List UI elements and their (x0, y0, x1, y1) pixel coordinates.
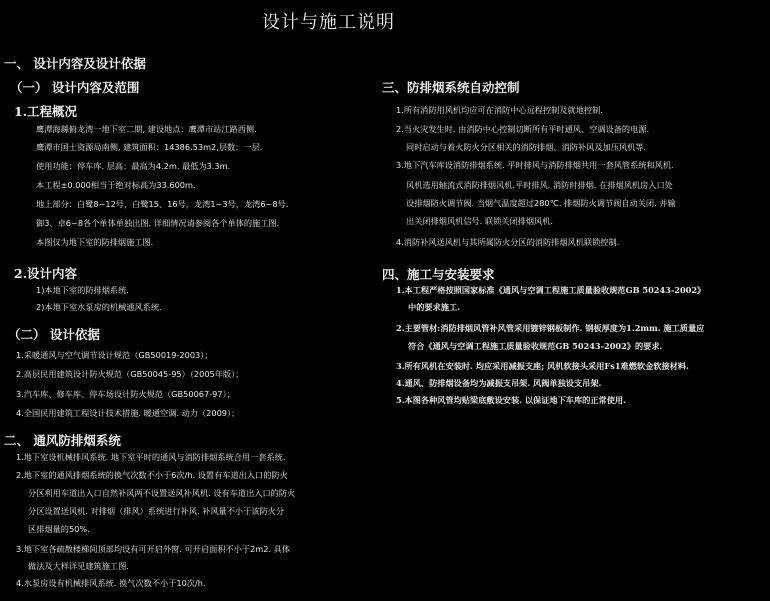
design-content-heading: 2.设计内容 (14, 266, 78, 281)
ventilation-line: 4.水泵房设有机械排风系统. 换气次数不小于10次/h. (16, 578, 206, 588)
basis-line: 4.全国民用建筑工程设计技术措施. 暖通空调. 动力（2009）； (16, 408, 240, 418)
install-line: 1.本工程严格按照国家标准《通风与空调工程施工质量验收规范GB 50243-2002》 (396, 285, 706, 295)
auto-control-line: 出关闭排烟风机信号. 联锁关闭排烟风机. (406, 216, 553, 226)
page-title: 设计与施工说明 (262, 12, 395, 33)
design-content-line: 1)本地下室的防排烟系统. (36, 285, 129, 295)
overview-line: 本图仅为地下室的防排烟施工图. (36, 237, 154, 247)
ventilation-line: 做法及大样详见建筑施工图. (28, 561, 129, 571)
overview-line: 本工程±0.000相当于绝对标高为33.600m. (36, 180, 196, 190)
design-content-line: 2)本地下室水泵房的机械通风系统. (36, 302, 162, 312)
section-2-heading: 二、 通风防排烟系统 (4, 433, 121, 448)
ventilation-line: 2.地下室的通风排烟系统的换气次数不小于6次/h. 设置有车道出入口的防火 (16, 470, 288, 480)
auto-control-line: 同时启动与着火防火分区相关的消防排烟、消防补风及加压风机等. (406, 142, 647, 152)
install-line: 4.通风、防排烟设备均为减振支吊架. 风阀单独设支吊架. (396, 378, 602, 388)
section-1-heading: 一、 设计内容及设计依据 (4, 56, 146, 71)
basis-line: 2.高层民用建筑设计防火规范（GB50045-95）（2005年版）； (16, 369, 244, 379)
ventilation-line: 区排烟量的50%. (28, 524, 90, 534)
basis-line: 3.汽车库、修车库、停车场设计防火规范（GB50067-97）； (16, 389, 235, 399)
install-line: 3.所有风机在安装时. 均应采用减振支座; 风机软接头采用Fs1难燃软金软接材料. (396, 361, 689, 371)
ventilation-line: 分区设置送风机. 对排烟（排风）系统进行补风. 补风量不小于该防火分 (28, 506, 285, 516)
subsection-scope-heading: （一） 设计内容及范围 (10, 80, 140, 95)
install-line: 5.本图各种风管均贴梁底敷设安装. 以保证地下车库的正常使用. (396, 395, 626, 405)
auto-control-line: 设排烟防火调节阀. 当烟气温度超过280℃. 排烟防火调节阀自动关闭. 并输 (406, 198, 676, 208)
project-overview-heading: 1.工程概况 (14, 104, 78, 119)
auto-control-line: 4.消防补风送风机与其所属防火分区的消防排烟风机联锁控制. (396, 237, 620, 247)
overview-line: 使用功能：停车库. 层高：最高为4.2m. 最低为3.3m. (36, 161, 231, 171)
ventilation-line: 分区利用车道出入口自然补风两不设置送风补风机. 设有车道出入口的防火 (28, 488, 296, 498)
ventilation-line: 1.地下室设机械排风系统. 地下室平时的通风与消防排烟系统合用一套系统. (16, 452, 286, 462)
basis-line: 1.采暖通风与空气调节设计规范（GB50019-2003）； (16, 350, 213, 360)
subsection-basis-heading: （二） 设计依据 (8, 327, 100, 342)
overview-line: 御3、卓6~8各个单体单独出图. 详细情况请参阅各个单体的施工图. (36, 218, 280, 228)
ventilation-line: 3.地下室各疏散楼梯间顶部均设有可开启外窗. 可开启面积不小于2m2. 具体 (16, 544, 291, 554)
section-3-heading: 三、防排烟系统自动控制 (382, 80, 520, 95)
overview-line: 鹰潭海縣俯龙湾一地下室二期, 建设地点：鹰潭市站江路西侧. (36, 124, 257, 134)
auto-control-line: 风机选用轴流式消防排烟风机.平时排风. 消防时排烟. 在排烟风机房入口处 (406, 180, 673, 190)
install-line: 中的要求施工. (408, 302, 460, 312)
section-4-heading: 四、施工与安装要求 (382, 267, 495, 282)
auto-control-line: 2.当火灾发生时. 由消防中心控制切断所有平时通风、空调设备的电源. (396, 124, 650, 134)
overview-line: 鹰潭市国土资源局南侧, 建筑面积：14386.53m2,层数：一层. (36, 142, 263, 152)
overview-line: 地上部分：白鹭8~12号，白鹭15、16号，龙湾1~3号，龙湾6~8号. (36, 199, 289, 209)
install-line: 2.主要管材:消防排烟风管补风管采用镀锌钢板制作. 钢板厚度为1.2mm. 施工质量应 (396, 323, 705, 333)
auto-control-line: 1.所有消防用风机均应可在消防中心远程控制及就地控制. (396, 105, 603, 115)
auto-control-line: 3.地下汽车库设消防排烟系统. 平时排风与消防排烟共用一套风管系统和风机. (396, 160, 674, 170)
install-line: 符合《通风与空调工程施工质量验收规范GB 50243-2002》的要求. (408, 341, 663, 351)
